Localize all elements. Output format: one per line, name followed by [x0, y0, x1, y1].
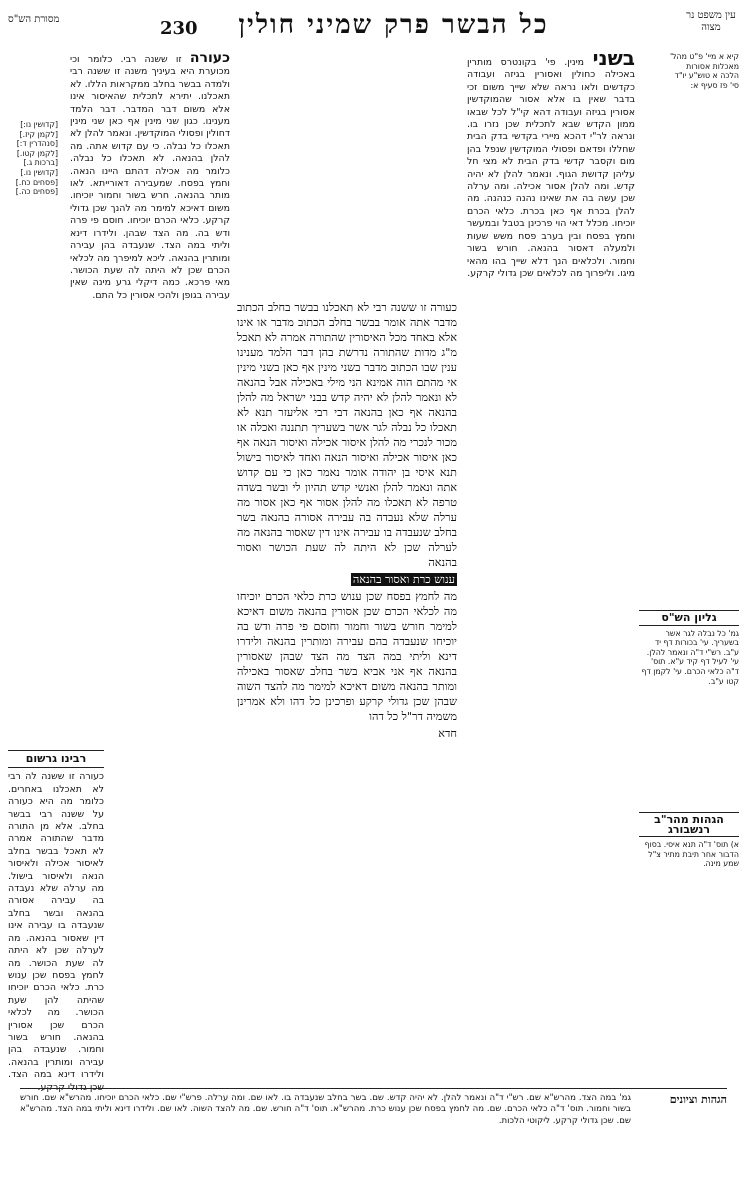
hagahot-vetziyunim-title: הגהות וציונים: [669, 1093, 727, 1106]
page-number: 230: [160, 18, 198, 39]
rabbeinu-gershom-column: [8, 750, 104, 1093]
hagahot-text: א) תוס' ד"ה תנא איסי. בסוף הדבור אחר תיבת מתיר צ"ל שמע מינה.: [644, 840, 739, 869]
gemara-text-2: מה לחמץ בפסח שכן ענוש כרת כלאי הכרם יוכיחו מה לכלאי הכרם שכן אסורין בהנאה משום דאיכא למימר חורש בשור וחמור וחוסם פי פרה ודש בה יוכיחו שנעבדה בהם עבירה ומותרין בהנאה ולידרו דינא וליתי במה הצד מה הצד שבהן שאסורין בהנאה אף אני אביא בשר בחלב שאסור באכילה ומותר בהנאה משום דאיכא למימר מה להצד השוה שבהן שכן גדולי קרקע ופרכינן כל דהו ולא אמרינן משמיה דר"ל כל דהו: [237, 590, 457, 723]
gilyon-box: [639, 610, 739, 686]
rashi-text: מינין. פי' בקונטרס מותרין באכילה כחולין ואסורין בגיזה ועבודה כקדשים ולאו נראה שלא שייך משום זכי בדבר שאין בו אלא אסור שהמוקדשין אסורין בגיזה ועבודה דהא קי"ל לכל שבאו ממון הקדש שבא לתכלית שכן נזרו בו. ונראה לר"י דהכא מיירי בקדשי בדק הבית שחללו ופדאם ופסולי המוקדשין שנפל בהן מום וקסבר קדשי בדק הבית לא מצי חל עליהן קדושת הגוף. ונאמר להלן לא יהיה קדש. ומה להלן אסור אכילה. ומה ערלה שכן עשה בה את שאינו נהנה כנהנה. מה להלן בכרת אף כאן בכרת. כלאי הכרם יוכיחו. מכלל דאי הוי פרכינן בטבל ובמעשר וחמץ בפסח ובין בערב פסח משש שעות ולמעלה דאסור בהנאה. חורש בשור וחמור. ולכלאים הנך דלא שייך בהו מהאי מיגו. וליפרוך מה לכלאים שכן גדולי קרקע.: [467, 57, 635, 279]
page-title: כל הבשר פרק שמיני חולין: [238, 10, 549, 40]
gilyon-text: גמ' כל נבלה לגר אשר בשעריך. עי' בכורות דף יד ע"ב. רש"י ד"ה ונאמר להלן. עי' לעיל דף קיד ע"א. תוס' ד"ה כלאי הכרם. עי' לקמן דף קטו ע"ב.: [641, 628, 739, 686]
hagahot-title: הגהות מהר"ב רנשבורג: [639, 812, 739, 837]
mesoret-notes: [8, 120, 58, 197]
tosafot-text: זו ששנה רבי. כלומר וכי מכוערת היא בעיניך משנה זו ששנה רבי ולמדה בבשר בחלב ממקראות הללו. לא תאכלנו. יתירא לתכלית שהאיסור אינו אלא משום דבר המדבר. דבר הלמד מענינו. כגון שני מינין אף כאן שני מינין דחולין ופסולי המוקדשין. ונאמר להלן לא תאכלו כל נבלה. כי עם קדוש אתה. מה להלן בהנאה. לא תאכלו כל נבלה. כלומר מה אכילה דהתם היינו הנאה. וחמץ בפסח. שמעבירה דאורייתא. לאו מותר בהנאה. חרש בשור וחמור יוכיחו. משום דאיכא למימר מה להנך שכן גדולי קרקע. כלאי הכרם יוכיחו. חוסם פי פרה ודש בה. מה הצד שבהן. ולידרו דינא וליתי במה הצד. שנעבדה בהן עבירה ומותרין בהנאה. ליכא למיפרך מה לכלאי הכרם שכן לא היתה לה שעת הכושר. מאי פרכא. כמה דיקלי גרע מינה שאין עבירה בגופן ולהכי אסורין כל התם.: [70, 54, 230, 301]
rashi-column: [467, 46, 635, 812]
gemara-column: [237, 300, 457, 1080]
rabbeinu-gershom-text: כעורה זו ששנה לה רבי לא תאכלנו באחרים. כלומר מה היא כעורה על ששנה רבי בבשר בחלב. אלא מן התורה מדבר שהתורה אמרה לא תאכל בבשר בחלב לאיסור אכילה ולאיסור הנאה ולאיסור בישול. מה ערלה שלא נעבדה בה עבירה אסורה בהנאה ובשר בחלב שנעבדה בו עבירה אינו דין שאסור בהנאה. מה לערלה שכן לא היתה לה שעת הכושר. מה לחמץ בפסח שכן ענוש כרת. כלאי הכרם יוכיחו שהיתה להן שעת הכושר. מה לכלאי הכרם שכן אסורין בהנאה. חורש בשור וחמור. שנעבדה בהן עבירה ומותרין בהנאה. ולידרו דינא במה הצד. שכן גדולי קרקע.: [8, 771, 104, 1093]
hagahot-vetziyunim: [20, 1088, 727, 1189]
hagahot-box: [639, 812, 739, 869]
mesoret-text: [קדושין נו:] [לקמן קיז.] [סנהדרין ד:] [לקמן קטו.] [ברכות ג.] [קדושין נו.] [פסחים כח.] [פסחים כה.]: [15, 120, 58, 197]
page-header: [0, 8, 747, 48]
tosafot-column: [70, 52, 230, 742]
tosafot-lead-word: כעורה: [189, 50, 231, 66]
ein-mishpat-text: קיא א מיי' פ"ט מהל' מאכלות אסורות הלכה א טוש"ע יו"ד סי' פז סעיף א:: [669, 52, 739, 90]
gemara-text-3: חדא: [438, 727, 457, 740]
gemara-text: כעורה זו ששנה רבי לא תאכלנו בבשר בחלב הכתוב מדבר אתה אומר בבשר בחלב הכתוב מדבר או אינו אלא באחד מכל האיסורין שהתורה אמרה לא תאכל מ"ג מדות שהתורה נדרשת בהן דבר הלמד מענינו ענין שבו הכתוב מדבר בשני מינין אף כאן בשני מינין אי מהתם הוה אמינא הני מילי באכילה אבל בהנאה לא ונאמר להלן לא יהיה קדש בבני ישראל מה להלן בהנאה אף כאן בהנאה דבי רבי אליעזר תנא לא תאכלו כל נבלה לגר אשר בשעריך תתננה ואכלה או מכור לנכרי מה להלן איסור אכילה ואיסור הנאה אף כאן איסור אכילה ואיסור הנאה ואחד לאיסור בישול תנא איסי בן יהודה אומר נאמר כאן כי עם קדוש אתה ונאמר להלן ואנשי קדש תהיון לי ובשר בשדה טרפה לא תאכלו מה להלן אסור אף כאן אסור מה ערלה שלא נעבדה בה עבירה אסורה בהנאה בשר בחלב שנעבדה בו עבירה אינו דין שאסור בהנאה מה לערלה שכן לא היתה לה שעת הכושר ואסור בהנאה: [237, 301, 457, 569]
ein-mishpat-notes: [669, 52, 739, 90]
hagahot-vetziyunim-text: גמ' במה הצד. מהרש"א שם. רש"י ד"ה ונאמר להלן. לא יהיה קדש. שם. בשר בחלב שנעבדה בו. לאו שם. ומה ערלה. פרש"י שם. כלאי הכרם יוכיחו. מהרש"א שם. חורש בשור וחמור. תוס' ד"ה כלאי הכרם. שם. מה לחמץ בפסח שכן ענוש כרת. מהרש"א. תוס' ד"ה חורש. שם. מה להצד השוה. לאו שם. ולידרו דינא וליתי במה הצד. מהרש"א שם. שכן גדולי קרקע. ליקוטי הלכות.: [20, 1093, 631, 1126]
highlighted-phrase: ענוש כרת ואסור בהנאה: [352, 573, 455, 586]
rashi-lead-word: בשני: [592, 46, 635, 70]
gilyon-title: גליון הש"ס: [639, 610, 739, 626]
mesoret-label: מסורת הש"ס: [8, 14, 60, 25]
rabbeinu-gershom-title: רבינו גרשום: [8, 750, 104, 768]
ein-mishpat-label: עין משפט נר מצוה: [686, 10, 736, 33]
